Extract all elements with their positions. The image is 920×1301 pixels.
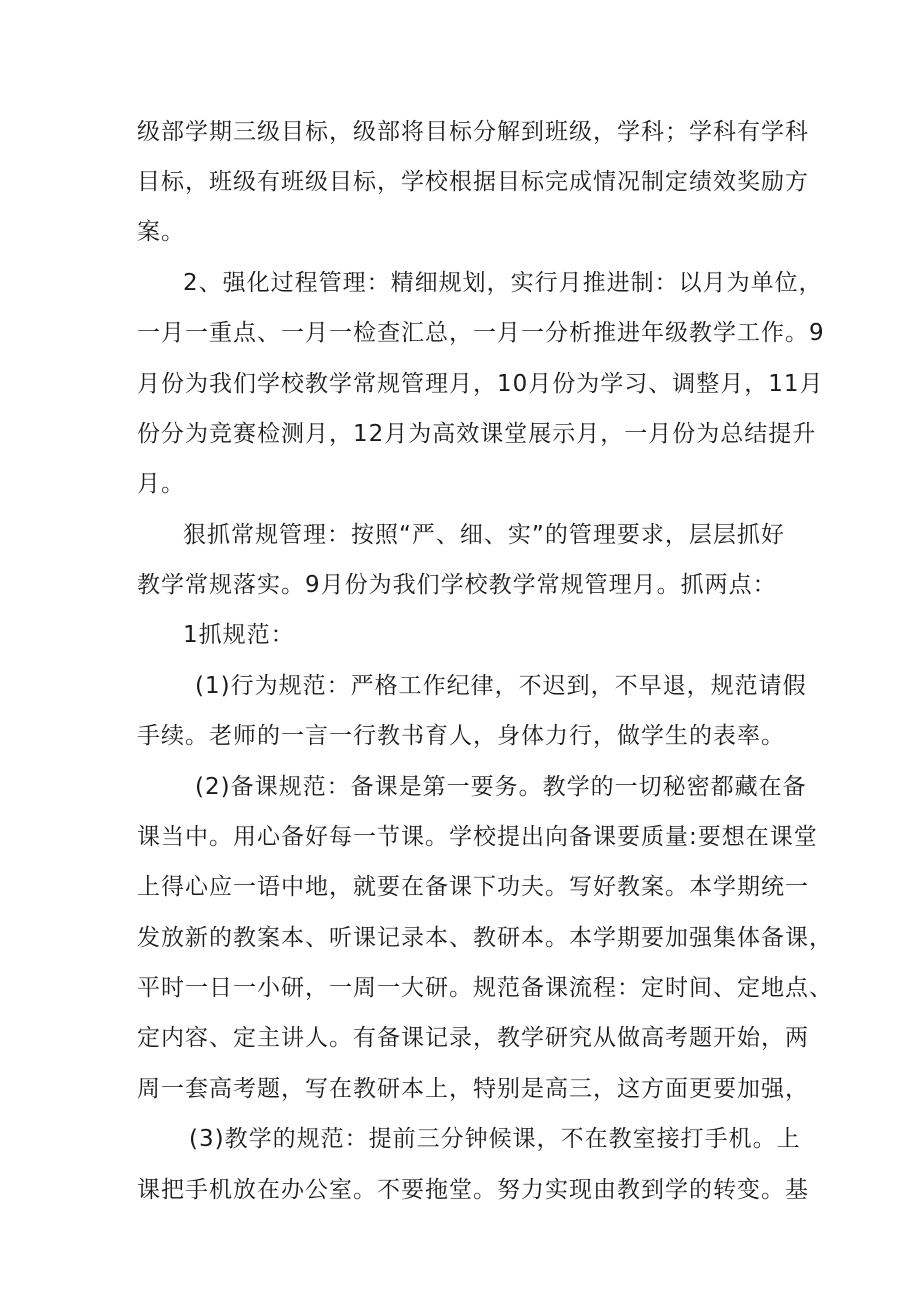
text-line-10: 教学常规落实。9月份为我们学校教学常规管理月。抓两点： bbox=[137, 572, 777, 598]
text-line-8: 月。 bbox=[137, 471, 185, 497]
text-line-4: 2、强化过程管理：精细规划，实行月推进制：以月为单位， bbox=[183, 270, 823, 296]
text-line-5: 一月一重点、一月一检查汇总，一月一分析推进年级教学工作。9 bbox=[137, 320, 825, 346]
text-line-14: (2)备课规范：备课是第一要务。教学的一切秘密都藏在备 bbox=[195, 774, 807, 800]
text-line-17: 发放新的教案本、听课记录本、教研本。本学期要加强集体备课， bbox=[137, 925, 833, 951]
text-line-19: 定内容、定主讲人。有备课记录，教学研究从做高考题开始，两 bbox=[137, 1025, 809, 1051]
text-line-6: 月份为我们学校教学常规管理月，10月份为学习、调整月，11月 bbox=[137, 371, 824, 397]
text-line-12: (1)行为规范：严格工作纪律，不迟到，不早退，规范请假 bbox=[195, 673, 807, 699]
text-line-1: 级部学期三级目标，级部将目标分解到班级，学科；学科有学科 bbox=[137, 119, 809, 145]
text-line-13: 手续。老师的一言一行教书育人，身体力行，做学生的表率。 bbox=[137, 723, 785, 749]
text-line-7: 份分为竞赛检测月，12月为高效课堂展示月，一月份为总结提升 bbox=[137, 421, 817, 447]
text-line-21: (3)教学的规范：提前三分钟候课，不在教室接打手机。上 bbox=[189, 1126, 801, 1152]
text-line-3: 案。 bbox=[137, 219, 185, 245]
text-line-9: 狠抓常规管理：按照“严、细、实”的管理要求，层层抓好 bbox=[183, 522, 785, 548]
text-line-22: 课把手机放在办公室。不要拖堂。努力实现由教到学的转变。基 bbox=[137, 1177, 809, 1203]
text-line-16: 上得心应一语中地，就要在备课下功夫。写好教案。本学期统一 bbox=[137, 874, 809, 900]
text-line-20: 周一套高考题，写在教研本上，特别是高三，这方面更要加强， bbox=[137, 1076, 809, 1102]
text-line-18: 平时一日一小研，一周一大研。规范备课流程：定时间、定地点、 bbox=[137, 975, 833, 1001]
text-line-15: 课当中。用心备好每一节课。学校提出向备课要质量:要想在课堂 bbox=[137, 824, 818, 850]
text-line-11: 1抓规范： bbox=[183, 622, 295, 648]
text-line-2: 目标，班级有班级目标，学校根据目标完成情况制定绩效奖励方 bbox=[137, 169, 809, 195]
